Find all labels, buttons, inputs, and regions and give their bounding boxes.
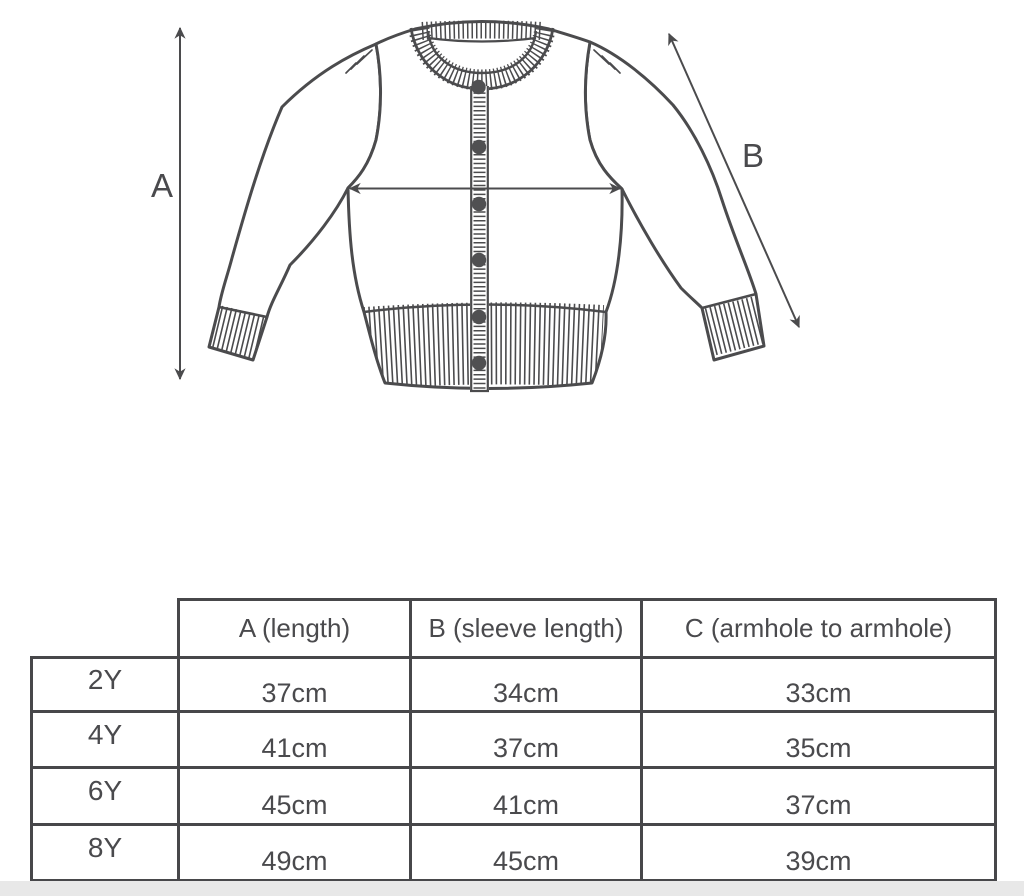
length-value: 37cm bbox=[179, 658, 411, 712]
sleeve-length-value: 34cm bbox=[411, 658, 642, 712]
sleeve-length-value: 37cm bbox=[411, 712, 642, 768]
length-arrow-label: A bbox=[150, 167, 174, 204]
size-table-header-row bbox=[32, 600, 996, 658]
table-row bbox=[32, 658, 996, 712]
column-header-c: C (armhole to armhole) bbox=[642, 600, 996, 658]
button bbox=[471, 80, 485, 94]
button bbox=[472, 253, 486, 267]
sleeve-length-value: 41cm bbox=[411, 768, 642, 825]
column-header-a: A (length) bbox=[179, 600, 411, 658]
table-row bbox=[32, 768, 996, 825]
length-value: 41cm bbox=[179, 712, 411, 768]
button bbox=[472, 197, 486, 211]
page-bottom-strip bbox=[0, 881, 1024, 896]
armhole-value: 39cm bbox=[642, 825, 996, 881]
button bbox=[472, 310, 486, 324]
size-label: 2Y bbox=[32, 658, 179, 712]
length-value: 45cm bbox=[179, 768, 411, 825]
size-label: 6Y bbox=[32, 768, 179, 825]
table-row bbox=[32, 712, 996, 768]
armhole-value: 37cm bbox=[642, 768, 996, 825]
size-table-corner-cell bbox=[32, 600, 179, 658]
size-label: 4Y bbox=[32, 712, 179, 768]
size-label: 8Y bbox=[32, 825, 179, 881]
armhole-value: 33cm bbox=[642, 658, 996, 712]
size-table bbox=[30, 598, 997, 882]
button bbox=[472, 140, 486, 154]
button bbox=[472, 356, 486, 370]
length-value: 49cm bbox=[179, 825, 411, 881]
table-row bbox=[32, 825, 996, 881]
sleeve-length-arrow-label: B bbox=[741, 137, 765, 174]
column-header-b: B (sleeve length) bbox=[411, 600, 642, 658]
sleeve-length-value: 45cm bbox=[411, 825, 642, 881]
armhole-value: 35cm bbox=[642, 712, 996, 768]
